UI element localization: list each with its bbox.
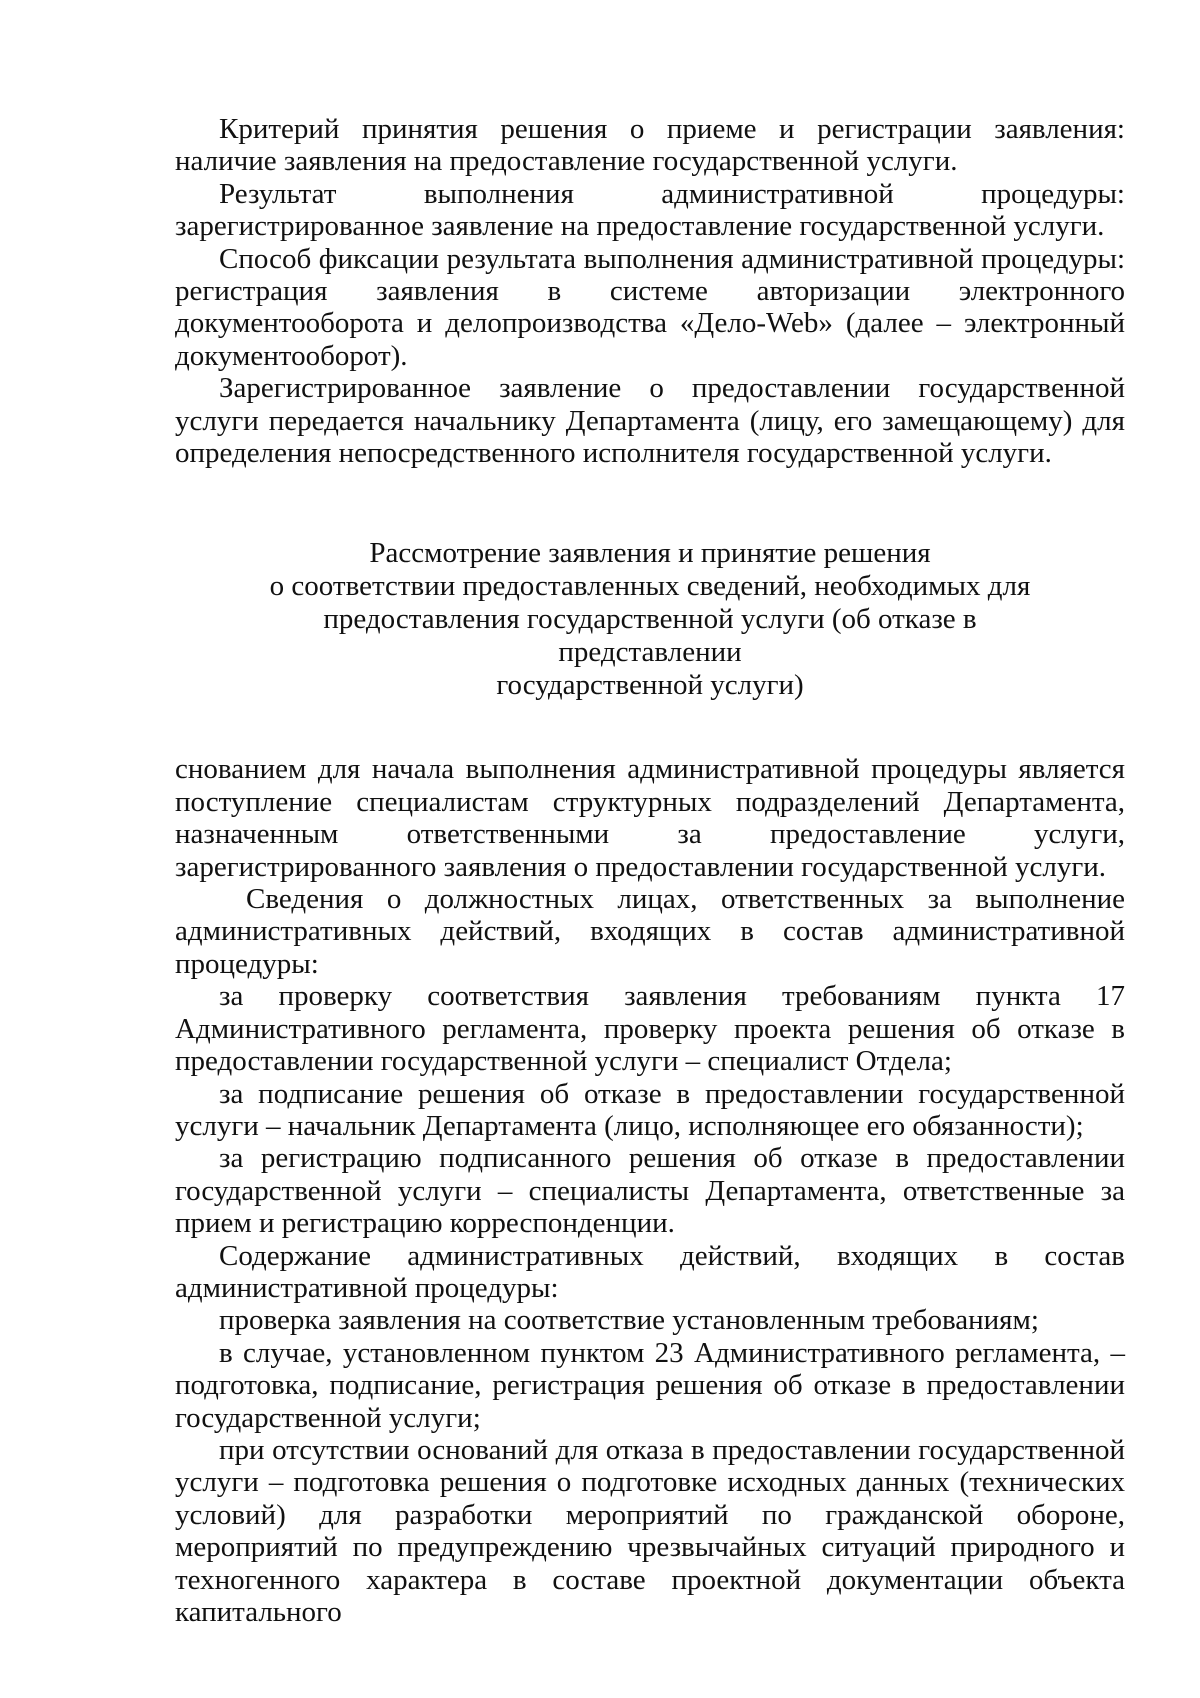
paragraph-procedure-result: Результат выполнения административной процедуры: зарегистрированное заявление на предоставление государственной услуги.	[175, 177, 1125, 243]
paragraph-acceptance-criterion: Критерий принятия решения о приеме и регистрации заявления: наличие заявления на предоставление государственной услуги.	[175, 113, 1125, 178]
section-heading-line: предоставления государственной услуги (об отказе в представлении	[323, 603, 977, 668]
paragraph-procedure-grounds: снованием для начала выполнения административной процедуры является поступление специалистам структурных подразделений Департамента, назначенным ответственными за предоставление услуги, зарегистрированного заявления о предоставлении государственной услуги.	[175, 753, 1125, 883]
list-item-refusal-preparation: в случае, установленном пунктом 23 Административного регламента, – подготовка, подписание, регистрация решения об отказе в предоставлении государственной услуги;	[175, 1336, 1125, 1434]
list-item-signing-responsibility: за подписание решения об отказе в предоставлении государственной услуги – начальник Департамента (лицо, исполняющее его обязанности);	[175, 1077, 1125, 1142]
list-item-decision-preparation: при отсутствии оснований для отказа в предоставлении государственной услуги – подготовка решения о подготовке исходных данных (технических условий) для разработки мероприятий по гражданской обороне, мероприятий по предупреждению чрезвычайных ситуаций природного и техногенного характера в составе проектной документации объекта капитального	[175, 1433, 1125, 1629]
section-heading-line: государственной услуги)	[496, 668, 804, 701]
list-item-verification-responsibility: за проверку соответствия заявления требованиям пункта 17 Административного регламента, проверку проекта решения об отказе в предоставлении государственной услуги – специалист Отдела;	[175, 980, 1125, 1078]
list-item-application-check: проверка заявления на соответствие установленным требованиям;	[219, 1304, 1039, 1337]
section-heading-line: Рассмотрение заявления и принятие решения	[369, 537, 931, 570]
paragraph-registered-application-transfer: Зарегистрированное заявление о предоставлении государственной услуги передается начальнику Департамента (лицу, его замещающему) для определения непосредственного исполнителя государственной услуги.	[175, 372, 1125, 470]
paragraph-responsible-officials: Сведения о должностных лицах, ответственных за выполнение административных действий, входящих в состав административной процедуры:	[175, 883, 1125, 980]
section-heading	[240, 537, 1060, 701]
paragraph-result-recording-method: Способ фиксации результата выполнения административной процедуры: регистрация заявления в системе авторизации электронного документооборота и делопроизводства «Дело-Web» (далее – электронный документооборот).	[175, 242, 1125, 372]
document-page	[175, 113, 1125, 1628]
list-item-registration-responsibility: за регистрацию подписанного решения об отказе в предоставлении государственной услуги – специалисты Департамента, ответственные за прием и регистрацию корреспонденции.	[175, 1142, 1125, 1240]
paragraph-actions-content: Содержание административных действий, входящих в состав административной процедуры:	[175, 1239, 1125, 1304]
section-heading-line: о соответствии предоставленных сведений, необходимых для	[269, 570, 1031, 603]
